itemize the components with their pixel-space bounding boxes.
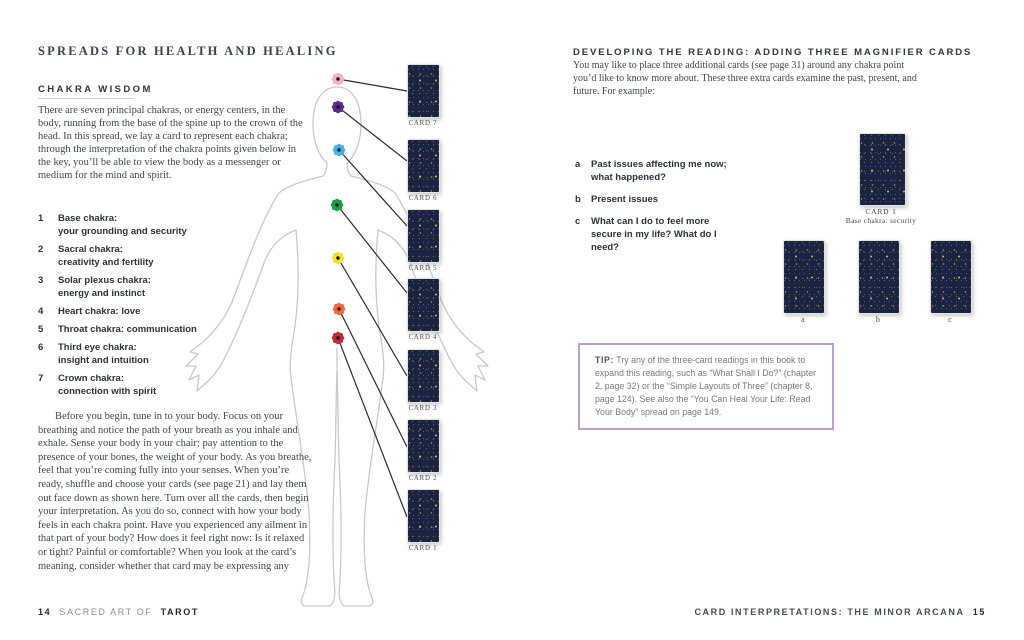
section-heading: CHAKRA WISDOM xyxy=(38,84,153,95)
magnifier-text: Present issues xyxy=(591,194,659,205)
magnifier-card-b xyxy=(858,240,900,314)
chakra-key-item xyxy=(38,274,288,300)
third-eye-chakra-connector-line xyxy=(338,107,407,161)
magnifier-item-c xyxy=(575,215,735,254)
spread-card-5 xyxy=(407,209,440,263)
tip-text: Try any of the three-card readings in this book to expand this reading, such as “What Shall I Do?” (chapter 2, page 32) or the “Simple Layouts of Three” (chapter 8, page 124). See also the “You Can Heal Your Life: Read Your Body” spread on page 149. xyxy=(595,355,817,417)
footer-book-title: TAROT xyxy=(160,607,199,617)
right-intro-paragraph: You may like to place three additional cards (see page 31) around any chakra point you’d like to know more about. These three extra cards examine the past, present, and future. For example: xyxy=(573,60,917,97)
heart-chakra-connector-line xyxy=(337,205,407,293)
spread-card-4-label: CARD 4 xyxy=(408,334,438,341)
third-eye-chakra-point xyxy=(332,101,345,114)
right-section-heading: DEVELOPING THE READING: ADDING THREE MAGNIFIER CARDS xyxy=(573,47,973,58)
spread-card-6 xyxy=(407,139,440,193)
key-number: 3 xyxy=(38,275,44,286)
key-text: Crown chakra: connection with spirit xyxy=(58,373,157,397)
footer-left xyxy=(38,607,199,617)
key-text: Solar plexus chakra: energy and instinct xyxy=(58,275,151,299)
sacral-chakra-connector-line xyxy=(339,309,407,447)
tip-box xyxy=(578,343,834,430)
chakra-key-item xyxy=(38,305,288,318)
example-card-1 xyxy=(859,133,906,206)
magnifier-list xyxy=(575,158,735,263)
magnifier-item-b xyxy=(575,193,735,206)
example-card-sublabel: Base chakra: security xyxy=(845,216,917,225)
body-paragraph: Before you begin, tune in to your body. Focus on your breathing and notice the path of your breath as you inhale and exhale. Sense your body in your chair; pay attention to the presence of your bones, the weight of your body. As you breathe, feel that you’re coming fully into your senses. When you’re ready, shuffle and choose your cards (see page 21) and lay them out face down as shown here. Turn over all the cards, then begin your interpretation. As you do so, connect with how your body feels in each chakra point. Have you experienced any ailment in that part of your body? How does it feel right now: Is it relaxed or tight? Painful or comfortable? When you look at the card’s meaning, consider whether that card may be expressing any xyxy=(38,411,312,572)
page-title: SPREADS FOR HEALTH AND HEALING xyxy=(38,44,338,58)
footer-right xyxy=(694,607,986,617)
spread-card-2 xyxy=(407,419,440,473)
key-number: 4 xyxy=(38,306,44,317)
example-card-label: CARD 1 xyxy=(865,207,897,216)
footer-series: SACRED ART OF xyxy=(59,607,153,617)
spread-card-3 xyxy=(407,349,440,403)
chakra-points-layer xyxy=(331,73,407,517)
key-number: 1 xyxy=(38,213,44,224)
key-number: 6 xyxy=(38,342,44,353)
magnifier-card-c-label: c xyxy=(948,315,952,324)
crown-chakra-connector-line xyxy=(338,79,407,91)
intro-paragraph: There are seven principal chakras, or energy centers, in the body, running from the base of the spine up to the crown of the head. In this spread, we lay a card to represent each chakra; through the interpretation of the chakra points given below in the key, you’ll be able to view the body as a messenger or medium for the mind and spirit. xyxy=(38,105,303,182)
magnifier-text: What can I do to feel more secure in my life? What do I need? xyxy=(591,216,717,253)
magnifier-card-a-label: a xyxy=(801,315,805,324)
key-text: Sacral chakra: creativity and fertility xyxy=(58,244,154,268)
sacral-chakra-point xyxy=(333,303,346,316)
spread-card-6-label: CARD 6 xyxy=(408,195,438,202)
chakra-key-item xyxy=(38,243,288,269)
spread-card-2-label: CARD 2 xyxy=(408,475,438,482)
footer-chapter-title: CARD INTERPRETATIONS: THE MINOR ARCANA xyxy=(694,607,965,617)
chakra-key-item xyxy=(38,212,288,238)
solar-plexus-chakra-point xyxy=(332,252,345,265)
magnifier-letter: a xyxy=(575,159,581,170)
magnifier-card-c xyxy=(930,240,972,314)
magnifier-letter: b xyxy=(575,194,581,205)
crown-chakra-point xyxy=(332,73,345,86)
spread-card-3-label: CARD 3 xyxy=(408,405,438,412)
key-text: Throat chakra: communication xyxy=(58,324,197,335)
key-number: 2 xyxy=(38,244,44,255)
base-chakra-point xyxy=(332,332,345,345)
solar-plexus-chakra-connector-line xyxy=(338,258,407,376)
page-number-right: 15 xyxy=(972,607,986,617)
chakra-key-item xyxy=(38,341,288,367)
chakra-key-list xyxy=(38,212,288,403)
key-text: Third eye chakra: insight and intuition xyxy=(58,342,149,366)
spread-card-1 xyxy=(407,489,440,543)
key-number: 5 xyxy=(38,324,44,335)
spread-card-1-label: CARD 1 xyxy=(408,545,438,552)
magnifier-item-a xyxy=(575,158,735,184)
spread-card-4 xyxy=(407,278,440,332)
throat-chakra-point xyxy=(333,144,346,157)
tip-label: TIP: xyxy=(595,355,615,365)
magnifier-card-a xyxy=(783,240,825,314)
key-text: Heart chakra: love xyxy=(58,306,141,317)
heart-chakra-point xyxy=(331,199,344,212)
spread-card-7 xyxy=(407,64,440,118)
throat-chakra-connector-line xyxy=(339,150,407,226)
spread-card-5-label: CARD 5 xyxy=(408,265,438,272)
section-heading-rule xyxy=(38,98,134,99)
magnifier-card-b-label: b xyxy=(875,315,881,324)
key-text: Base chakra: your grounding and security xyxy=(58,213,187,237)
spread-card-7-label: CARD 7 xyxy=(408,120,438,127)
chakra-key-item xyxy=(38,323,288,336)
magnifier-letter: c xyxy=(575,216,581,227)
key-number: 7 xyxy=(38,373,44,384)
page-number-left: 14 xyxy=(38,607,52,617)
chakra-key-item xyxy=(38,372,288,398)
magnifier-text: Past issues affecting me now; what happened? xyxy=(591,159,727,183)
base-chakra-connector-line xyxy=(338,338,407,517)
